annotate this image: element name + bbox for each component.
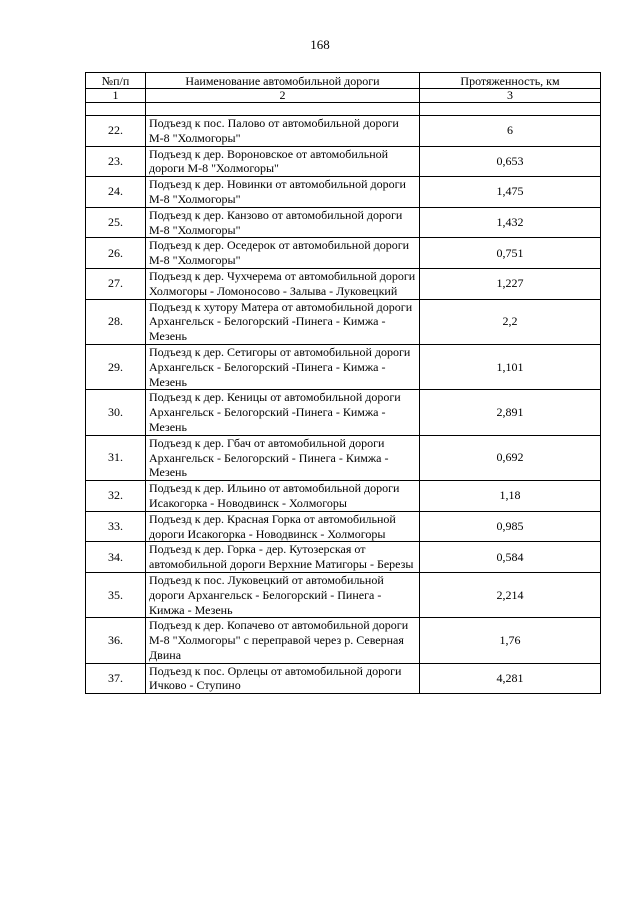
column-number-2: 2	[146, 89, 420, 103]
table-row	[86, 435, 601, 480]
table-row	[86, 238, 601, 269]
row-number: 36.	[86, 618, 146, 663]
road-name: Подъезд к пос. Луковецкий от автомобильной дороги Архангельск - Белогорский - Пинега - Кимжа - Мезень	[146, 572, 420, 617]
road-name: Подъезд к дер. Копачево от автомобильной дороги М-8 "Холмогоры" с переправой через р. Северная Двина	[146, 618, 420, 663]
road-length: 2,2	[420, 299, 601, 344]
table-row	[86, 299, 601, 344]
row-number: 27.	[86, 268, 146, 299]
table-row	[86, 146, 601, 177]
road-length: 2,214	[420, 572, 601, 617]
road-length: 1,475	[420, 177, 601, 208]
table-row	[86, 268, 601, 299]
road-name: Подъезд к хутору Матера от автомобильной дороги Архангельск - Белогорский -Пинега - Кимжа - Мезень	[146, 299, 420, 344]
row-number: 34.	[86, 542, 146, 573]
road-length: 6	[420, 116, 601, 147]
header-name: Наименование автомобильной дороги	[146, 73, 420, 89]
road-length: 2,891	[420, 390, 601, 435]
road-name: Подъезд к дер. Красная Горка от автомобильной дороги Исакогорка - Новодвинск - Холмогоры	[146, 511, 420, 542]
roads-table	[85, 72, 601, 694]
road-length: 1,18	[420, 481, 601, 512]
road-name: Подъезд к дер. Гбач от автомобильной дороги Архангельск - Белогорский - Пинега - Кимжа - Мезень	[146, 435, 420, 480]
column-number-row	[86, 89, 601, 103]
table-row	[86, 116, 601, 147]
spacer-row	[86, 103, 601, 116]
road-length: 0,692	[420, 435, 601, 480]
column-number-3: 3	[420, 89, 601, 103]
row-number: 22.	[86, 116, 146, 147]
road-name: Подъезд к пос. Палово от автомобильной дороги М-8 "Холмогоры"	[146, 116, 420, 147]
column-number-1: 1	[86, 89, 146, 103]
table-row	[86, 390, 601, 435]
header-num: №п/п	[86, 73, 146, 89]
road-length: 4,281	[420, 663, 601, 694]
row-number: 32.	[86, 481, 146, 512]
road-name: Подъезд к дер. Ильино от автомобильной дороги Исакогорка - Новодвинск - Холмогоры	[146, 481, 420, 512]
road-length: 0,653	[420, 146, 601, 177]
road-name: Подъезд к дер. Оседерок от автомобильной дороги М-8 "Холмогоры"	[146, 238, 420, 269]
table-row	[86, 572, 601, 617]
header-row	[86, 73, 601, 89]
road-name: Подъезд к дер. Вороновское от автомобильной дороги М-8 "Холмогоры"	[146, 146, 420, 177]
table-row	[86, 511, 601, 542]
table-row	[86, 481, 601, 512]
row-number: 24.	[86, 177, 146, 208]
road-length: 1,432	[420, 207, 601, 238]
row-number: 35.	[86, 572, 146, 617]
row-number: 26.	[86, 238, 146, 269]
table-row	[86, 344, 601, 389]
table-row	[86, 618, 601, 663]
row-number: 30.	[86, 390, 146, 435]
row-number: 25.	[86, 207, 146, 238]
row-number: 28.	[86, 299, 146, 344]
table-row	[86, 207, 601, 238]
road-length: 1,76	[420, 618, 601, 663]
table-row	[86, 177, 601, 208]
road-name: Подъезд к дер. Новинки от автомобильной дороги М-8 "Холмогоры"	[146, 177, 420, 208]
road-length: 0,584	[420, 542, 601, 573]
road-length: 0,985	[420, 511, 601, 542]
table-row	[86, 542, 601, 573]
row-number: 37.	[86, 663, 146, 694]
road-name: Подъезд к дер. Сетигоры от автомобильной дороги Архангельск - Белогорский -Пинега - Кимжа - Мезень	[146, 344, 420, 389]
row-number: 23.	[86, 146, 146, 177]
road-name: Подъезд к дер. Кеницы от автомобильной дороги Архангельск - Белогорский -Пинега - Кимжа - Мезень	[146, 390, 420, 435]
road-name: Подъезд к дер. Горка - дер. Кутозерская от автомобильной дороги Верхние Матигоры - Березы	[146, 542, 420, 573]
table-row	[86, 663, 601, 694]
row-number: 33.	[86, 511, 146, 542]
row-number: 31.	[86, 435, 146, 480]
road-length: 1,227	[420, 268, 601, 299]
row-number: 29.	[86, 344, 146, 389]
road-name: Подъезд к пос. Орлецы от автомобильной дороги Ичково - Ступино	[146, 663, 420, 694]
header-length: Протяженность, км	[420, 73, 601, 89]
page-number: 168	[310, 37, 330, 52]
road-name: Подъезд к дер. Канзово от автомобильной дороги М-8 "Холмогоры"	[146, 207, 420, 238]
road-length: 1,101	[420, 344, 601, 389]
road-name: Подъезд к дер. Чухчерема от автомобильной дороги Холмогоры - Ломоносово - Залыва - Луковецкий	[146, 268, 420, 299]
road-length: 0,751	[420, 238, 601, 269]
